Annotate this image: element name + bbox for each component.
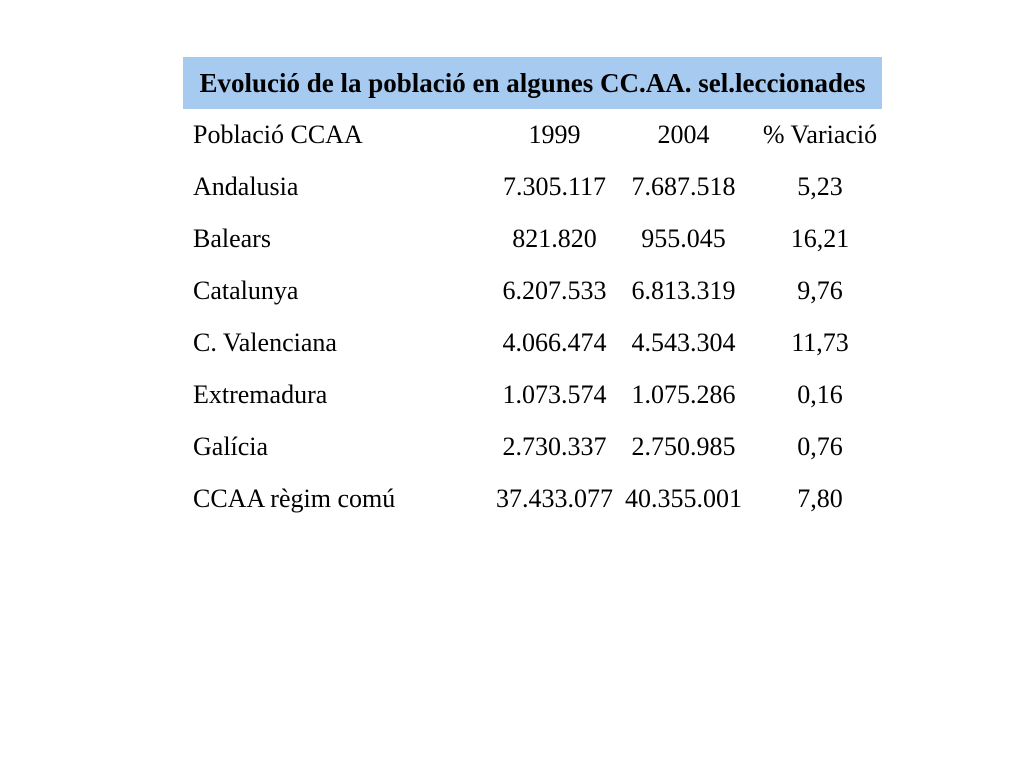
row-variation: 0,76 bbox=[797, 432, 843, 461]
row-2004: 6.813.319 bbox=[631, 276, 736, 305]
row-name: Andalusia bbox=[193, 172, 299, 201]
row-2004: 40.355.001 bbox=[625, 484, 742, 513]
table-row bbox=[183, 161, 892, 213]
row-name: C. Valenciana bbox=[193, 328, 337, 357]
row-1999: 2.730.337 bbox=[502, 432, 607, 461]
table-row bbox=[183, 421, 892, 473]
row-name: Balears bbox=[193, 224, 271, 253]
table-row bbox=[183, 213, 892, 265]
row-variation: 9,76 bbox=[797, 276, 843, 305]
table-title: Evolució de la població en algunes CC.AA. sel.leccionades bbox=[183, 57, 882, 109]
row-1999: 821.820 bbox=[512, 224, 597, 253]
table-header-row bbox=[183, 109, 892, 161]
table-row bbox=[183, 473, 892, 525]
table-row bbox=[183, 369, 892, 421]
row-name: Extremadura bbox=[193, 380, 328, 409]
row-2004: 2.750.985 bbox=[631, 432, 736, 461]
row-1999: 7.305.117 bbox=[502, 172, 607, 201]
header-1999: 1999 bbox=[528, 120, 581, 149]
row-1999: 37.433.077 bbox=[496, 484, 613, 513]
row-variation: 0,16 bbox=[797, 380, 843, 409]
row-variation: 16,21 bbox=[790, 224, 850, 253]
row-name: CCAA règim comú bbox=[193, 484, 396, 513]
header-name: Població CCAA bbox=[193, 120, 363, 149]
table-row bbox=[183, 265, 892, 317]
header-variation: % Variació bbox=[762, 120, 878, 149]
row-2004: 1.075.286 bbox=[631, 380, 736, 409]
row-2004: 955.045 bbox=[641, 224, 726, 253]
row-variation: 7,80 bbox=[797, 484, 843, 513]
row-1999: 4.066.474 bbox=[502, 328, 607, 357]
data-table bbox=[183, 109, 892, 525]
row-2004: 4.543.304 bbox=[631, 328, 736, 357]
row-variation: 11,73 bbox=[791, 328, 849, 357]
row-name: Catalunya bbox=[193, 276, 299, 305]
row-2004: 7.687.518 bbox=[631, 172, 736, 201]
row-1999: 6.207.533 bbox=[502, 276, 607, 305]
row-variation: 5,23 bbox=[797, 172, 843, 201]
population-table bbox=[183, 57, 882, 525]
row-name: Galícia bbox=[193, 432, 269, 461]
row-1999: 1.073.574 bbox=[502, 380, 607, 409]
table-row bbox=[183, 317, 892, 369]
header-2004: 2004 bbox=[657, 120, 710, 149]
